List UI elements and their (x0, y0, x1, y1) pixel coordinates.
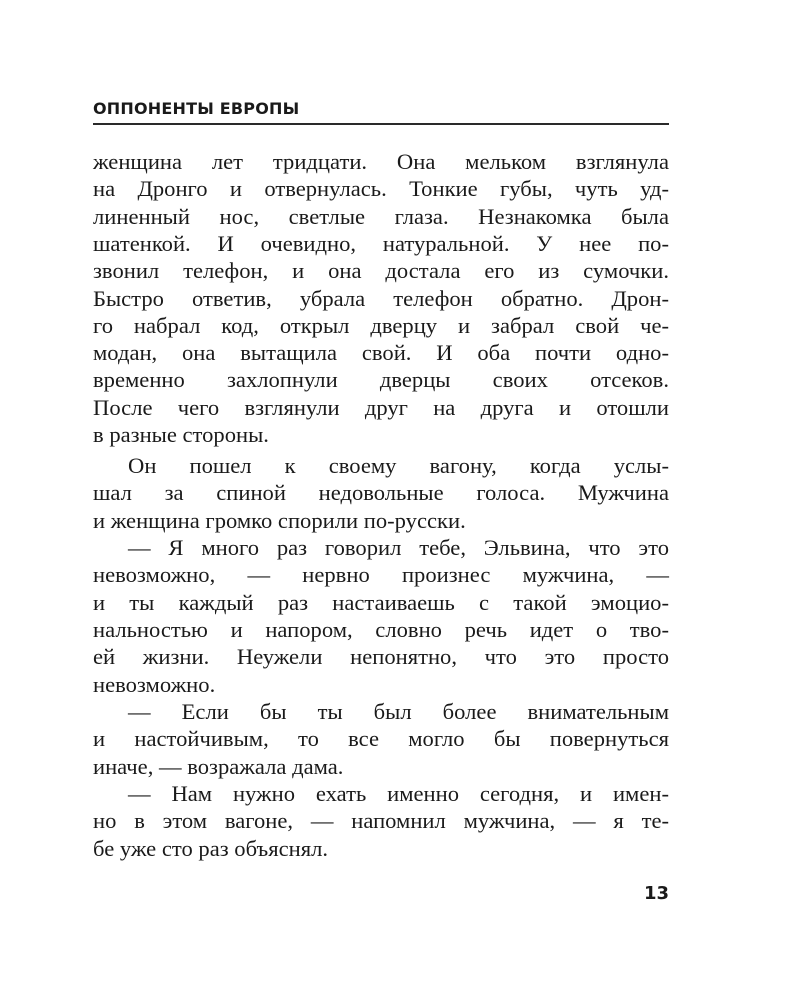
text-line: временно захлопнули дверцы своих отсеков. (93, 367, 669, 393)
text-line: невозможно, — нервно произнес мужчина, — (93, 562, 669, 588)
text-line: шатенкой. И очевидно, натуральной. У нее по- (93, 230, 669, 256)
text-line: на Дронго и отвернулась. Тонкие губы, чуть уд- (93, 176, 669, 202)
text-line: шал за спиной недовольные голоса. Мужчина (93, 480, 669, 506)
text-line: и ты каждый раз настаиваешь с такой эмоцио- (93, 589, 669, 615)
running-head: ОППОНЕНТЫ ЕВРОПЫ (93, 99, 300, 118)
paragraph-end-line: бе уже сто раз объяснял. (93, 835, 329, 861)
text-line: и настойчивым, то все могло бы повернуться (93, 726, 669, 752)
text-line: Быстро ответив, убрала телефон обратно. Дрон- (93, 285, 669, 311)
text-line: модан, она вытащила свой. И оба почти одно- (93, 340, 669, 366)
paragraph-end-line: в разные стороны. (93, 422, 269, 447)
paragraph-first-line: — Я много раз говорил тебе, Эльвина, что это (128, 535, 669, 560)
paragraph-first-line: Он пошел к своему вагону, когда услы- (128, 453, 669, 478)
paragraph-end-line: невозможно. (93, 671, 216, 697)
text-line: После чего взглянули друг на друга и отошли (93, 394, 669, 420)
text-line: го набрал код, открыл дверцу и забрал свой че- (93, 312, 669, 338)
header-rule (93, 123, 669, 125)
text-line: звонил телефон, и она достала его из сумочки. (93, 258, 669, 284)
paragraph-first-line: — Если бы ты был более внимательным (128, 699, 669, 724)
paragraph-first-line: — Нам нужно ехать именно сегодня, и имен- (128, 781, 669, 806)
text-line: нальностью и напором, словно речь идет о тво- (93, 616, 669, 642)
page-number: 13 (643, 883, 669, 904)
paragraph-end-line: и женщина громко спорили по-русски. (93, 507, 466, 533)
paragraph-end-line: иначе, — возражала дама. (93, 753, 344, 779)
text-line: ей жизни. Неужели непонятно, что это просто (93, 644, 669, 670)
text-line: линенный нос, светлые глаза. Незнакомка была (93, 203, 669, 229)
text-line: женщина лет тридцати. Она мельком взглянула (93, 149, 669, 174)
text-line: но в этом вагоне, — напомнил мужчина, — я те- (93, 808, 669, 834)
